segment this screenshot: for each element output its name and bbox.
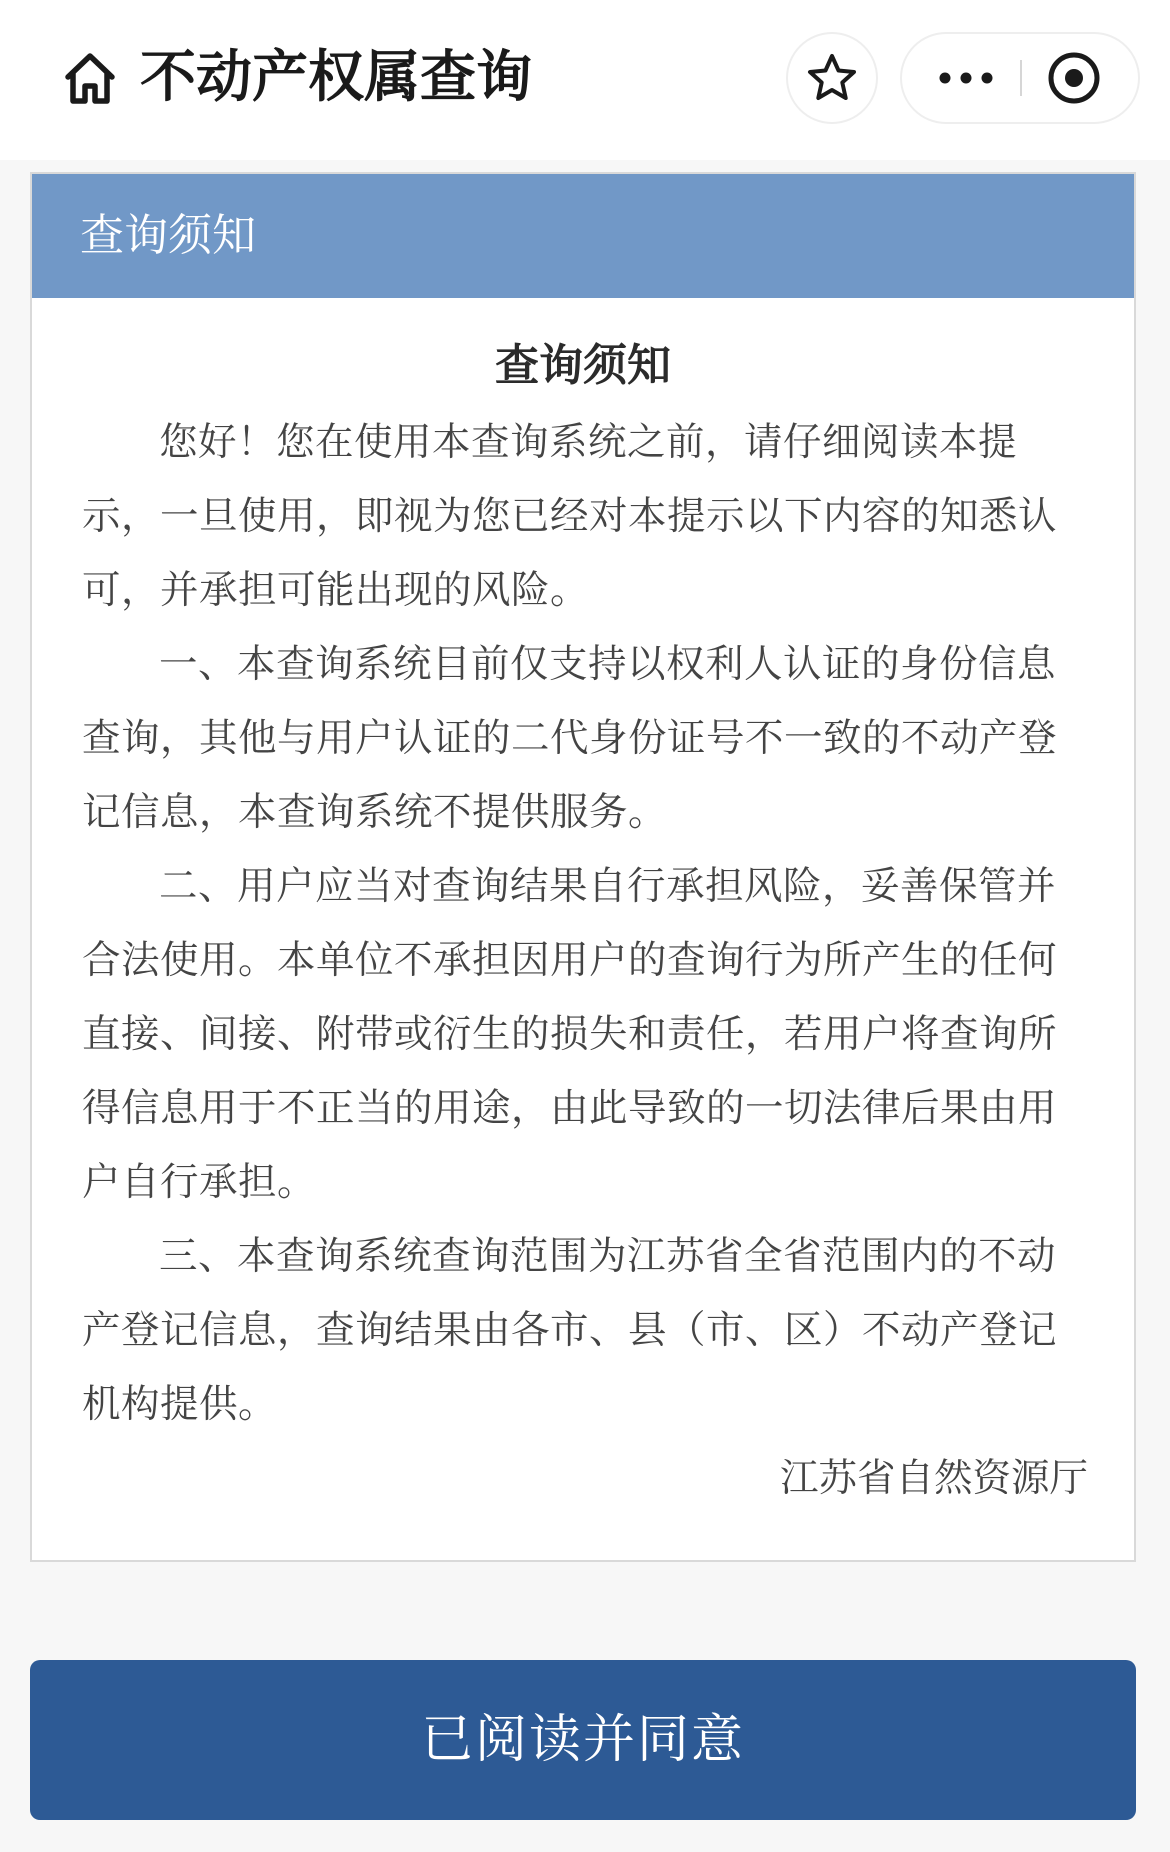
favorite-button[interactable] — [788, 34, 876, 122]
close-circle-icon[interactable] — [1044, 48, 1104, 108]
mini-program-capsule — [902, 34, 1138, 122]
capsule-divider — [1020, 60, 1022, 96]
card-header: 查询须知 — [32, 174, 1134, 298]
notice-paragraph: 二、用户应当对查询结果自行承担风险，妥善保管并合法使用。本单位不承担因用户的查询行为所产生的任何直接、间接、附带或衍生的损失和责任，若用户将查询所得信息用于不正当的用途，由此导致的一切法律后果由用户自行承担。 — [82, 864, 1058, 1205]
issuer-signature: 江苏省自然资源厅 — [779, 1456, 1088, 1501]
notice-paragraph: 您好！您在使用本查询系统之前，请仔细阅读本提示，一旦使用，即视为您已经对本提示以下内容的知悉认可，并承担可能出现的风险。 — [82, 420, 1058, 613]
top-navigation-bar — [0, 0, 1170, 160]
home-icon[interactable] — [62, 50, 118, 106]
notice-paragraph: 一、本查询系统目前仅支持以权利人认证的身份信息查询，其他与用户认证的二代身份证号不一致的不动产登记信息，本查询系统不提供服务。 — [82, 642, 1058, 835]
page-title: 不动产权属查询 — [140, 45, 532, 110]
notice-body — [32, 406, 1134, 1442]
agree-button[interactable]: 已阅读并同意 — [30, 1660, 1136, 1820]
more-dots-icon[interactable] — [936, 56, 996, 100]
notice-title: 查询须知 — [495, 340, 671, 391]
notice-card — [30, 172, 1136, 1562]
notice-paragraph: 三、本查询系统查询范围为江苏省全省范围内的不动产登记信息，查询结果由各市、县（市、区）不动产登记机构提供。 — [82, 1234, 1058, 1427]
star-icon — [806, 52, 858, 104]
